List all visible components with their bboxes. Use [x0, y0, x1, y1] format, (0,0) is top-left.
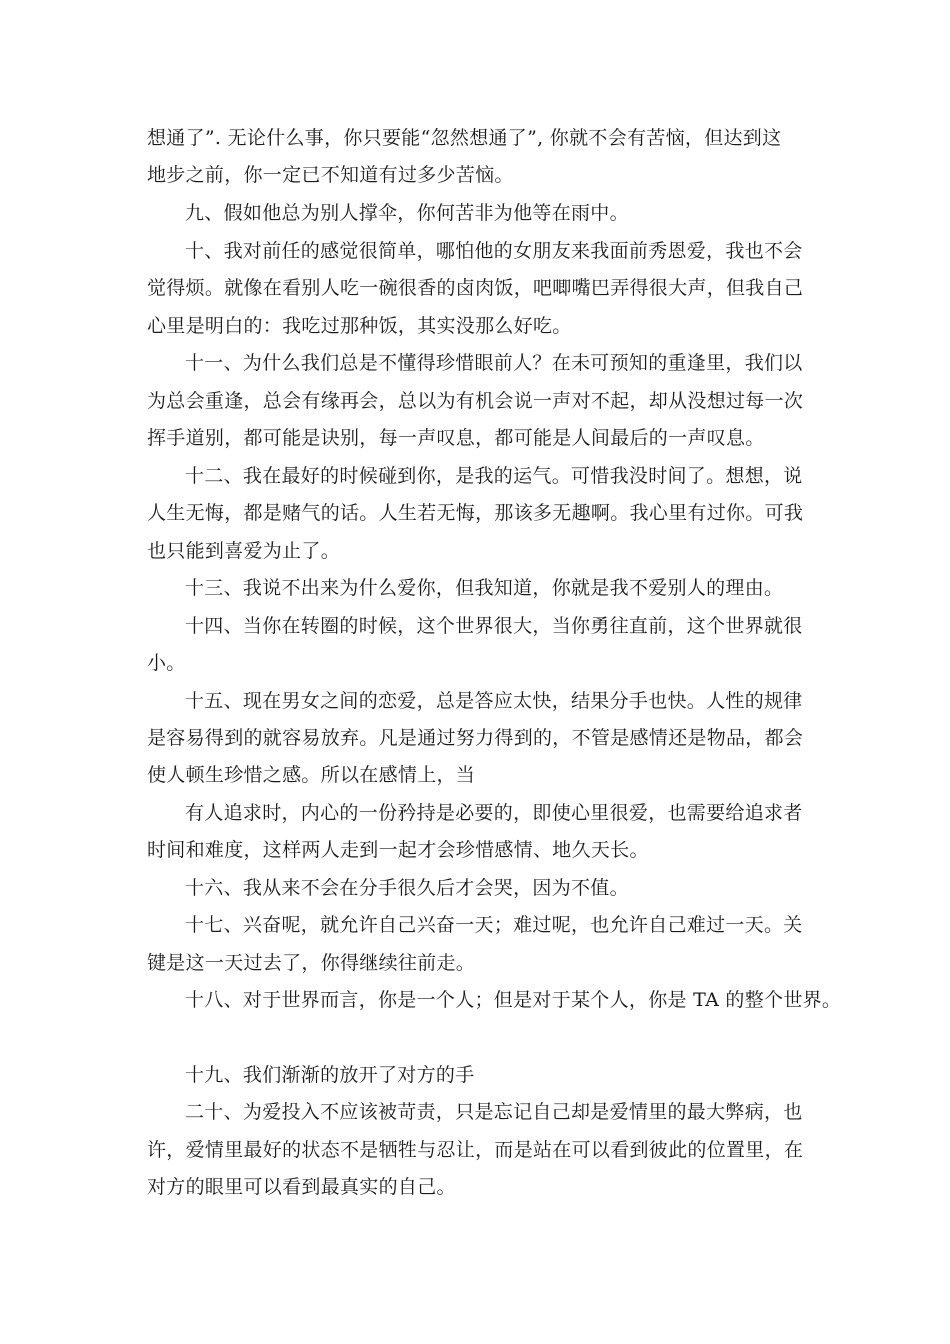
paragraph-11: 十一、为什么我们总是不懂得珍惜眼前人？在未可预知的重逢里，我们以: [185, 352, 803, 374]
paragraph-9: 九、假如他总为别人撑伞，你何苦非为他等在雨中。: [185, 202, 629, 224]
paragraph-12: 十二、我在最好的时候碰到你，是我的运气。可惜我没时间了。想想，说: [185, 465, 803, 487]
text-line: 有人追求时，内心的一份矜持是必要的，即使心里很爱，也需要给追求者: [185, 802, 803, 824]
paragraph-13: 十三、我说不出来为什么爱你，但我知道，你就是我不爱别人的理由。: [185, 577, 784, 599]
text-line: 是容易得到的就容易放弃。凡是通过努力得到的，不管是感情还是物品，都会: [147, 727, 804, 749]
text-line: 小。: [147, 652, 186, 674]
paragraph-14: 十四、当你在转圈的时候，这个世界很大，当你勇往直前，这个世界就很: [185, 615, 803, 637]
text-line: 人生无悔，都是赌气的话。人生若无悔，那该多无趣啊。我心里有过你。可我: [147, 502, 804, 524]
paragraph-17: 十七、兴奋呢，就允许自己兴奋一天；难过呢，也允许自己难过一天。关: [185, 914, 803, 936]
text-line: 也只能到喜爱为止了。: [147, 540, 341, 562]
text-line: 为总会重逢，总会有缘再会，总以为有机会说一声对不起，却从没想过每一次: [147, 390, 804, 412]
text-line: 挥手道别，都可能是诀别，每一声叹息，都可能是人间最后的一声叹息。: [147, 427, 765, 449]
text-line: 键是这一天过去了，你得继续往前走。: [147, 952, 476, 974]
text-line: 心里是明白的：我吃过那种饭，其实没那么好吃。: [147, 315, 572, 337]
text-line: 觉得烦。就像在看别人吃一碗很香的卤肉饭，吧唧嘴巴弄得很大声，但我自己: [147, 277, 804, 299]
text-line: 使人顿生珍惜之感。所以在感情上，当: [147, 764, 476, 786]
paragraph-10: 十、我对前任的感觉很简单，哪怕他的女朋友来我面前秀恩爱，我也不会: [185, 240, 803, 262]
text-line: 对方的眼里可以看到最真实的自己。: [147, 1176, 456, 1198]
paragraph-16: 十六、我从来不会在分手很久后才会哭，因为不值。: [185, 877, 629, 899]
paragraph-18: 十八、对于世界而言，你是一个人；但是对于某个人，你是 TA 的整个世界。: [185, 989, 842, 1011]
paragraph-20: 二十、为爱投入不应该被苛责，只是忘记自己却是爱情里的最大弊病，也: [185, 1101, 803, 1123]
text-line: 地步之前，你一定已不知道有过多少苦恼。: [147, 164, 514, 186]
paragraph-15: 十五、现在男女之间的恋爱，总是答应太快，结果分手也快。人性的规律: [185, 690, 803, 712]
paragraph-19: 十九、我们渐渐的放开了对方的手: [185, 1064, 475, 1086]
text-line: 许，爱情里最好的状态不是牺牲与忍让，而是站在可以看到彼此的位置里，在: [147, 1139, 804, 1161]
text-line: 想通了”. 无论什么事，你只要能“忽然想通了”, 你就不会有苦恼，但达到这: [147, 127, 782, 149]
text-line: 时间和难度，这样两人走到一起才会珍惜感情、地久天长。: [147, 839, 649, 861]
